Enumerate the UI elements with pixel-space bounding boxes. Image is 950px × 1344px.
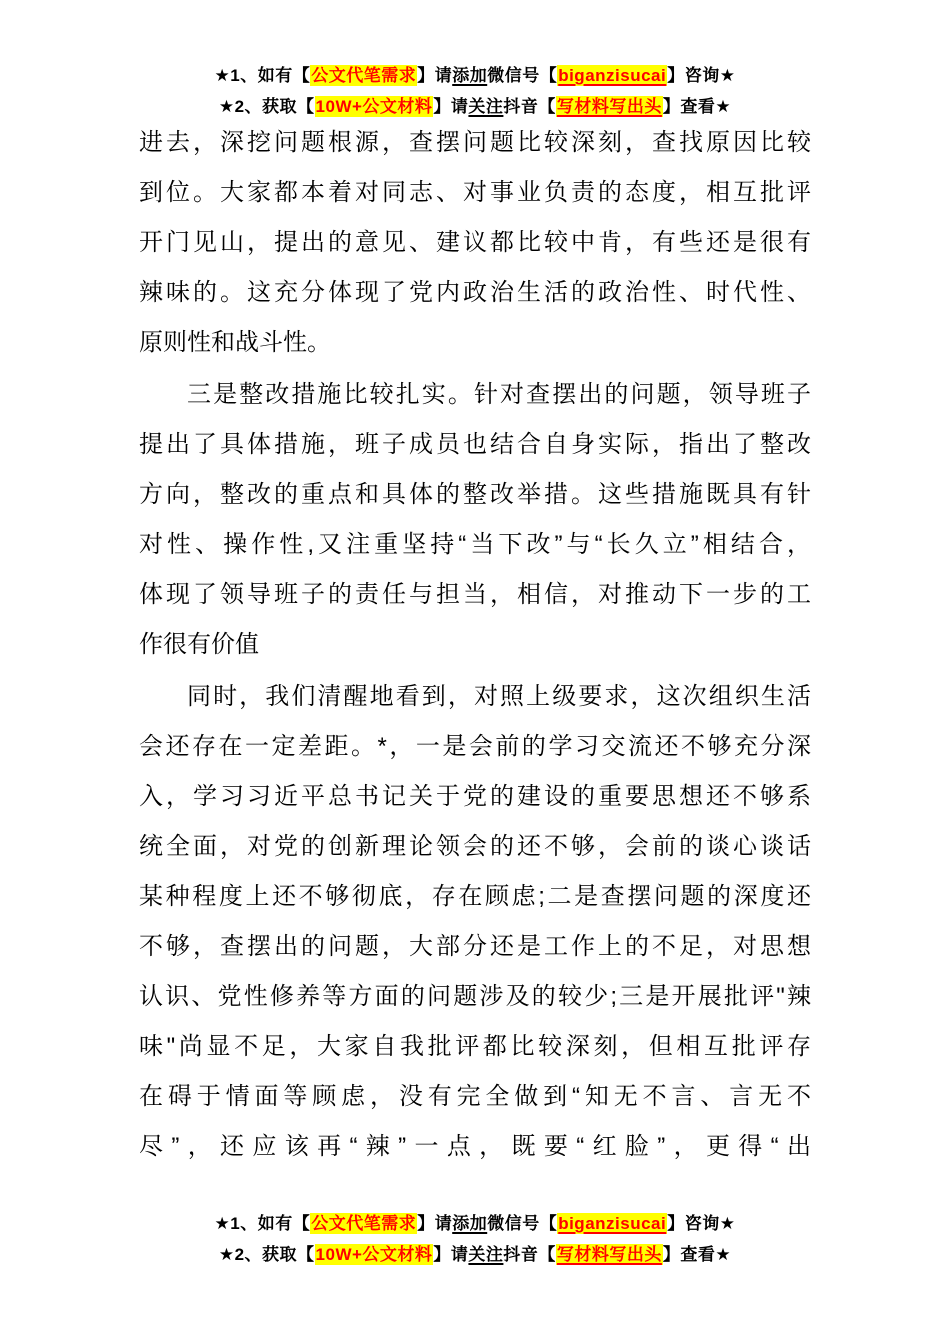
banner-text: 】查看★ <box>662 97 732 116</box>
text-line: 同时，我们清醒地看到，对照上级要求，这次组织生活 <box>187 683 811 710</box>
banner-highlight-text: 10W+公文材料 <box>315 97 433 116</box>
banner-text: 】咨询★ <box>667 1214 736 1233</box>
text-line: 提出了具体措施，班子成员也结合自身实际，指出了整改 <box>139 431 811 458</box>
text-line: 作很有价值 <box>139 631 259 658</box>
text-line: 到位。大家都本着对同志、对事业负责的态度，相互批评 <box>139 179 811 206</box>
text-line: 统全面，对党的创新理论领会的还不够，会前的谈心谈话 <box>139 833 811 860</box>
text-line: 入，学习习近平总书记关于党的建设的重要思想还不够系 <box>139 783 811 810</box>
banner-line <box>0 60 950 91</box>
text-line: 辣味的。这充分体现了党内政治生活的政治性、时代性、 <box>139 279 811 306</box>
banner-text: 】查看★ <box>662 1245 732 1264</box>
banner-text: 】咨询★ <box>667 66 736 85</box>
banner-text: 抖音【 <box>503 97 556 116</box>
text-line: 某种程度上还不够彻底，存在顾虑;二是查摆问题的深度还 <box>139 883 811 910</box>
banner-text: 】请 <box>417 1214 453 1233</box>
text-line: 开门见山，提出的意见、建议都比较中肯，有些还是很有 <box>139 229 811 256</box>
text-line: 在碍于情面等顾虑，没有完全做到“知无不言、言无不 <box>139 1083 811 1110</box>
text-line: 对性、操作性,又注重坚持“当下改”与“长久立”相结合， <box>139 531 811 558</box>
banner-text: 抖音【 <box>503 1245 556 1264</box>
text-line: 尽”，还应该再“辣”一点，既要“红脸”，更得“出 <box>139 1133 811 1160</box>
text-line: 不够，查摆出的问题，大部分还是工作上的不足，对思想 <box>139 933 811 960</box>
banner-text: ★2、获取【 <box>218 1245 315 1264</box>
text-line: 体现了领导班子的责任与担当，相信，对推动下一步的工 <box>139 581 811 608</box>
banner-underline-text: 添加 <box>452 1214 488 1233</box>
banner-highlight-text: 10W+公文材料 <box>315 1245 433 1264</box>
banner-underline-text: 关注 <box>468 1245 504 1264</box>
banner-highlight-underline-text: biganzisucai <box>558 1214 667 1233</box>
body-paragraph <box>139 370 811 670</box>
text-line: 会还存在一定差距。*，一是会前的学习交流还不够充分深 <box>139 733 811 760</box>
document-body <box>139 118 811 1172</box>
body-paragraph <box>139 118 811 368</box>
text-line: 认识、党性修养等方面的问题涉及的较少;三是开展批评"辣 <box>139 983 811 1010</box>
text-line: 味"尚显不足，大家自我批评都比较深刻，但相互批评存 <box>139 1033 811 1060</box>
header-banner <box>0 60 950 122</box>
banner-line <box>0 1208 950 1239</box>
banner-text: 微信号【 <box>487 66 558 85</box>
text-line: 进去，深挖问题根源，查摆问题比较深刻，查找原因比较 <box>139 129 811 156</box>
banner-text: ★1、如有【 <box>214 1214 311 1233</box>
body-paragraph <box>139 672 811 1172</box>
text-line: 三是整改措施比较扎实。针对查摆出的问题，领导班子 <box>187 381 811 408</box>
banner-highlight-text: 公文代笔需求 <box>311 66 417 85</box>
banner-highlight-underline-text: 写材料写出头 <box>556 1245 662 1264</box>
banner-text: 】请 <box>417 66 453 85</box>
banner-highlight-text: 公文代笔需求 <box>311 1214 417 1233</box>
banner-highlight-underline-text: 写材料写出头 <box>556 97 662 116</box>
text-line: 方向，整改的重点和具体的整改举措。这些措施既具有针 <box>139 481 811 508</box>
banner-text: ★2、获取【 <box>218 97 315 116</box>
banner-highlight-underline-text: biganzisucai <box>558 66 667 85</box>
banner-underline-text: 关注 <box>468 97 504 116</box>
footer-banner <box>0 1208 950 1270</box>
text-line: 原则性和战斗性。 <box>139 329 331 356</box>
banner-text: 】请 <box>433 97 469 116</box>
banner-text: 微信号【 <box>487 1214 558 1233</box>
banner-text: 】请 <box>433 1245 469 1264</box>
banner-line <box>0 1239 950 1270</box>
banner-text: ★1、如有【 <box>214 66 311 85</box>
banner-underline-text: 添加 <box>452 66 488 85</box>
